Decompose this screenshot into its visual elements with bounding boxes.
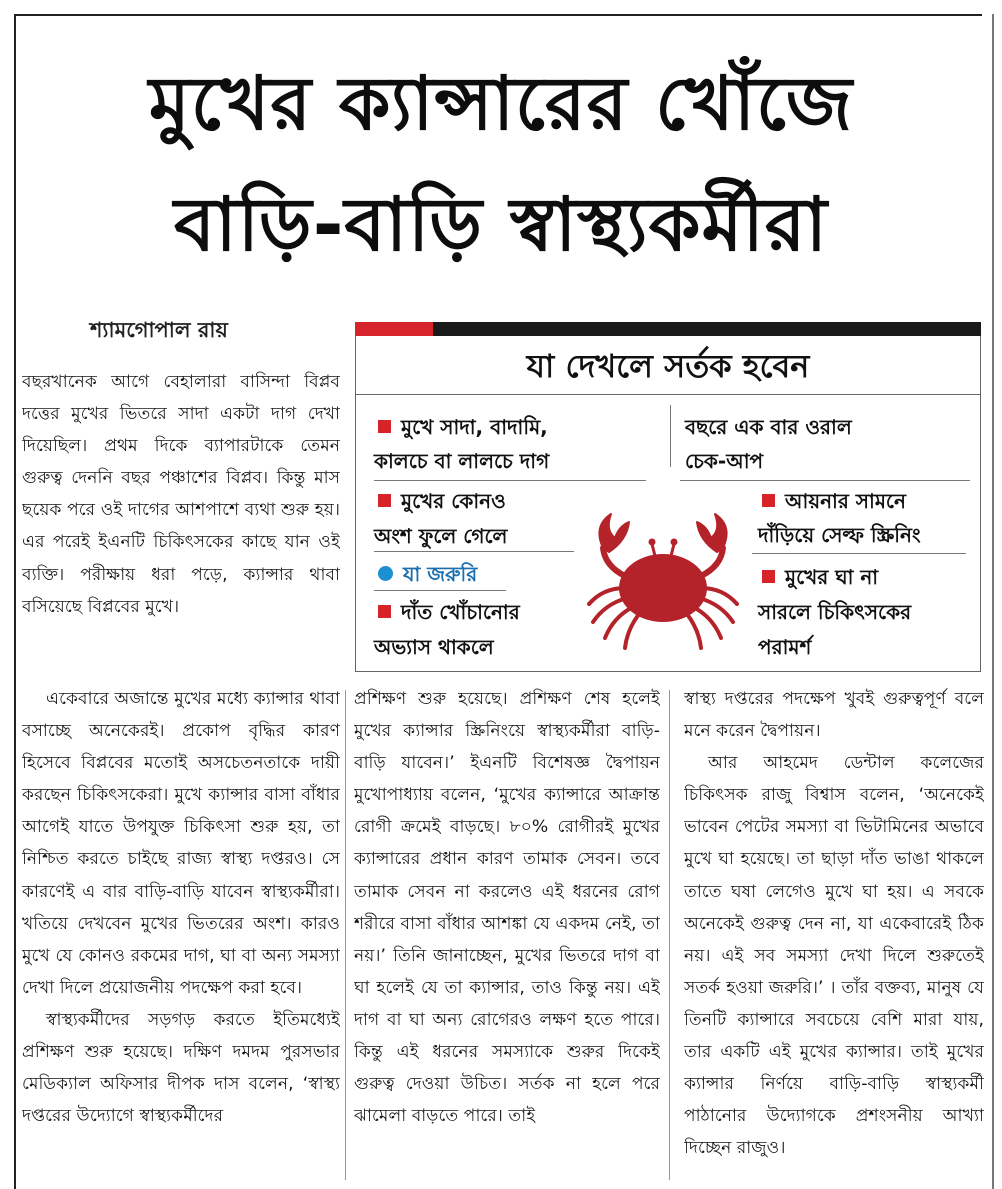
box-item-cont: সারলে চিকিৎসকের bbox=[758, 600, 912, 624]
box-item: বছরে এক বার ওরাল bbox=[685, 415, 852, 439]
red-square-bullet-icon bbox=[378, 494, 391, 507]
box-item-cont: কালচে বা লালচে দাগ bbox=[374, 449, 550, 473]
headline-line-1: মুখের ক্যান্সারের খোঁজে bbox=[148, 61, 854, 147]
paragraph: বছরখানেক আগে বেহালারা বাসিন্দা বিপ্লব দত্তের মুখের ভিতরে সাদা একটা দাগ দেখা দিয়েছিল। প্রথম দিকে ব্যাপারটাকে তেমন গুরুত্ব দেননি বছর পঞ্চাশের বিপ্লব। কিন্তু মাস ছয়েক পরে ওই দাগের আশপাশে ব্যথা শুরু হয়। এর পরেই ইএনটি চিকিৎসকের কাছে যান ওই ব্যক্তি। পরীক্ষায় ধরা পড়ে, ক্যান্সার থাবা বসিয়েছে বিপ্লবের মুখে। bbox=[22, 372, 340, 617]
paragraph: আর আহমেদ ডেন্টাল কলেজের চিকিৎসক রাজু বিশ্বাস বলেন, ‘অনেকেই ভাবেন পেটের সমস্যা বা ভিটামিনের অভাবে মুখে ঘা হয়েছে। তা ছাড়া দাঁত ভাঙা থাকলে তাতে ঘষা লেগেও মুখে ঘা হয়। এ সবকে অনেকেই গুরুত্ব দেন না, যা একেবারেই ঠিক নয়। এই সব সমস্যা দেখা দিলে শুরুতেই সতর্ক হওয়া জরুরি।’ । তাঁর বক্তব্য, মানুষ যে তিনটি ক্যান্সারে সবচেয়ে বেশি মারা যায়, তার একটি এই মুখের ক্যান্সার। তাই মুখের ক্যান্সার নির্ণয়ে বাড়ি-বাড়ি স্বাস্থ্যকর্মী পাঠানোর উদ্যোগকে প্রশংসনীয় আখ্যা দিচ্ছেন রাজুও। bbox=[684, 753, 984, 1159]
box-item: মুখে সাদা, বাদামি, bbox=[378, 410, 548, 444]
box-item-cont: পরামর্শ bbox=[758, 635, 812, 659]
box-item: দাঁত খোঁচানোর bbox=[378, 595, 520, 629]
red-square-bullet-icon bbox=[762, 570, 775, 583]
box-item: আয়নার সামনে bbox=[762, 484, 906, 518]
body-column-1-bottom bbox=[22, 683, 340, 1183]
column-divider bbox=[345, 690, 346, 1180]
top-rule bbox=[16, 14, 982, 16]
box-subheading: যা জরুরি bbox=[378, 557, 477, 591]
byline: শ্যামগোপাল রায় bbox=[90, 318, 228, 342]
red-square-bullet-icon bbox=[378, 420, 391, 433]
body-column-3 bbox=[684, 683, 984, 1183]
box-vertical-divider bbox=[670, 405, 671, 467]
box-separator bbox=[374, 551, 574, 552]
box-header-bar bbox=[433, 322, 981, 336]
box-item-cont: চেক-আপ bbox=[685, 449, 764, 473]
paragraph: স্বাস্থ্যকর্মীদের সড়গড় করতে ইতিমধ্যেই প্রশিক্ষণ শুরু হয়েছে। দক্ষিণ দমদম পুরসভার মেডিক্যাল অফিসার দীপক দাস বলেন, ‘স্বাস্থ্য দপ্তরের উদ্যোগে স্বাস্থ্যকর্মীদের bbox=[22, 1009, 340, 1127]
body-column-1-top bbox=[22, 366, 340, 666]
box-separator bbox=[374, 590, 506, 591]
paragraph: স্বাস্থ্য দপ্তরের পদক্ষেপ খুবই গুরুত্বপূর্ণ বলে মনে করেন দ্বৈপায়ন। bbox=[684, 689, 984, 742]
box-title: যা দেখলে সর্তক হবেন bbox=[355, 337, 981, 395]
box-item-cont: দাঁড়িয়ে সেল্ফ স্ক্রিনিং bbox=[758, 523, 921, 547]
body-column-2 bbox=[354, 683, 660, 1183]
box-item: মুখের কোনও bbox=[378, 484, 506, 518]
box-item: মুখের ঘা না bbox=[762, 560, 878, 594]
blue-dot-bullet-icon bbox=[378, 566, 393, 581]
box-item-cont: অভ্যাস থাকলে bbox=[374, 635, 494, 659]
red-square-bullet-icon bbox=[378, 605, 391, 618]
red-square-bullet-icon bbox=[762, 494, 775, 507]
box-separator bbox=[374, 480, 646, 481]
box-accent-bar bbox=[355, 322, 433, 336]
paragraph: একেবারে অজান্তে মুখের মধ্যে ক্যান্সার থাবা বসাচ্ছে অনেকেরই। প্রকোপ বৃদ্ধির কারণ হিসেবে বিপ্লবের মতোই অসচেতনতাকে দায়ী করছেন চিকিৎসকেরা। মুখে ক্যান্সার বাসা বাঁধার আগেই যাতে উপযুক্ত চিকিৎসা শুরু হয়, তা নিশ্চিত করতে চাইছে রাজ্য স্বাস্থ্য দপ্তরও। সে কারণেই এ বার বাড়ি-বাড়ি যাবেন স্বাস্থ্যকর্মীরা। খতিয়ে দেখবেন মুখের ভিতরের অংশ। কারও মুখে যে কোনও রকমের দাগ, ঘা বা অন্য সমস্যা দেখা দিলে প্রয়োজনীয় পদক্ষেপ করা হবে। bbox=[22, 689, 340, 998]
column-divider bbox=[669, 690, 670, 1180]
box-separator bbox=[680, 480, 970, 481]
paragraph: প্রশিক্ষণ শুরু হয়েছে। প্রশিক্ষণ শেষ হলেই মুখের ক্যান্সার স্ক্রিনিংয়ে স্বাস্থ্যকর্মীরা বাড়ি-বাড়ি যাবেন।’ ইএনটি বিশেষজ্ঞ দ্বৈপায়ন মুখোপাধ্যায় বলেন, ‘মুখের ক্যান্সারে আক্রান্ত রোগী ক্রমেই বাড়ছে। ৮০% রোগীরই মুখের ক্যান্সারের প্রধান কারণ তামাক সেবন। তবে তামাক সেবন না করলেও এই ধরনের রোগ শরীরে বাসা বাঁধার আশঙ্কা যে একদম নেই, তা নয়।’ তিনি জানাচ্ছেন, মুখের ভিতরে দাগ বা ঘা হলেই যে তা ক্যান্সার, তাও কিন্তু নয়। এই দাগ বা ঘা অন্য রোগেরও লক্ষণ হতে পারে। কিন্তু এই ধরনের সমস্যাকে শুরুর দিকেই গুরুত্ব দেওয়া উচিত। সর্তক না হলে পরে ঝামেলা বাড়তে পারে। তাই bbox=[354, 689, 660, 1127]
crab-icon bbox=[575, 496, 750, 656]
box-separator bbox=[752, 553, 966, 554]
headline-line-2: বাড়ি-বাড়ি স্বাস্থ্যকর্মীরা bbox=[174, 182, 828, 268]
box-item-cont: অংশ ফুলে গেলে bbox=[374, 524, 508, 548]
